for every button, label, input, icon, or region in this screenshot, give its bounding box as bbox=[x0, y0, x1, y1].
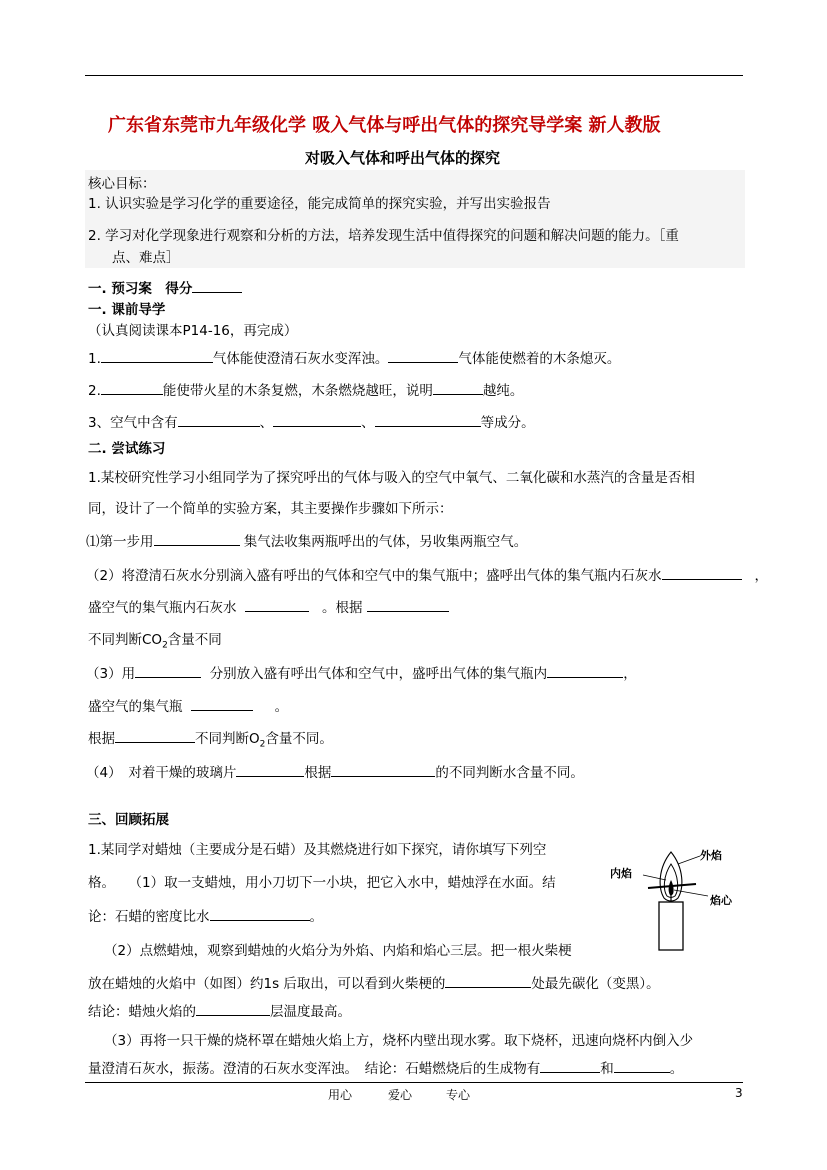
preview-heading-text: 一. 预习案 得分 bbox=[88, 281, 193, 297]
practice-step-3-cont bbox=[88, 695, 288, 715]
s3-text-3: 盛空气的集气瓶 bbox=[88, 699, 183, 715]
review-q2-line-2 bbox=[88, 972, 660, 992]
r2-text-3: 结论：蜡烛火焰的 bbox=[88, 1004, 196, 1020]
preview-q3 bbox=[88, 411, 535, 431]
s3-period: 。 bbox=[274, 699, 289, 715]
flame-core-shape bbox=[669, 880, 674, 895]
s3-text-5: 不同判断O bbox=[195, 731, 260, 747]
r1-blank[interactable] bbox=[210, 908, 310, 921]
inner-flame-pointer bbox=[643, 875, 666, 880]
practice-step-1 bbox=[86, 530, 527, 550]
r2-blank-1[interactable] bbox=[445, 975, 531, 988]
r3-text-1: 量澄清石灰水，振荡。澄清的石灰水变浑浊。 结论：石蜡燃烧后的生成物有 bbox=[88, 1061, 541, 1077]
practice-step-3-end bbox=[88, 727, 333, 750]
practice-step-2 bbox=[86, 564, 768, 584]
q1-blank-1[interactable] bbox=[101, 350, 213, 363]
top-rule bbox=[85, 75, 743, 76]
flame-core-label: 焰心 bbox=[710, 894, 732, 907]
s3-text-1: （3）用 bbox=[86, 666, 136, 682]
page-title: 广东省东莞市九年级化学 吸入气体与呼出气体的探究导学案 新人教版 bbox=[108, 115, 661, 136]
q3-blank-2[interactable] bbox=[273, 414, 361, 427]
r3-blank-2[interactable] bbox=[614, 1060, 670, 1073]
footer-motto-3: 专心 bbox=[446, 1088, 471, 1102]
s4-blank-2[interactable] bbox=[331, 764, 435, 777]
preview-heading bbox=[88, 277, 242, 297]
r1-period: 。 bbox=[309, 909, 323, 925]
preview-q1 bbox=[88, 347, 620, 367]
review-q1-line-1: 1.某同学对蜡烛（主要成分是石蜡）及其燃烧进行如下探究，请你填写下列空 bbox=[88, 842, 547, 858]
section-subtitle: 对吸入气体和呼出气体的探究 bbox=[305, 149, 501, 167]
s2-text-4: 不同判断CO bbox=[88, 632, 163, 648]
r2-text-4: 层温度最高。 bbox=[270, 1004, 351, 1020]
outer-flame-pointer bbox=[678, 856, 700, 864]
r1-text: 论：石蜡的密度比水 bbox=[88, 909, 210, 925]
q3-sep-2: 、 bbox=[361, 415, 375, 431]
practice-step-2-cont bbox=[88, 596, 449, 616]
review-q3-line-2 bbox=[88, 1057, 683, 1077]
s2-comma: ， bbox=[754, 568, 768, 584]
q1-text-2: 气体能使燃着的木条熄灭。 bbox=[458, 351, 621, 367]
practice-intro-2: 同，设计了一个简单的实验方案，其主要操作步骤如下所示： bbox=[88, 501, 453, 517]
q3-sep-1: 、 bbox=[259, 415, 274, 431]
r3-blank-1[interactable] bbox=[540, 1060, 600, 1073]
r2-text-2: 处最先碳化（变黑）。 bbox=[531, 976, 660, 992]
q2-text-2: 越纯。 bbox=[482, 383, 524, 399]
s3-blank-3[interactable] bbox=[191, 698, 253, 711]
s1-text-2: 集气法收集两瓶呼出的气体，另收集两瓶空气。 bbox=[243, 534, 528, 550]
goal-item-2-cont: 点、难点］ bbox=[112, 250, 180, 266]
preview-q2 bbox=[88, 379, 523, 399]
goal-item-1: 1. 认识实验是学习化学的重要途径，能完成简单的探究实验，并写出实验报告 bbox=[88, 196, 551, 212]
s2-blank-1[interactable] bbox=[662, 567, 742, 580]
s3-comma: ， bbox=[623, 666, 637, 682]
q2-text-1: 能使带火星的木条复燃，木条燃烧越旺，说明 bbox=[162, 383, 433, 399]
s4-text-3: 的不同判断水含量不同。 bbox=[435, 765, 584, 781]
practice-step-2-end bbox=[88, 628, 222, 651]
s2-blank-2[interactable] bbox=[245, 599, 309, 612]
s3-blank-2[interactable] bbox=[547, 665, 623, 678]
s2-text-5: 含量不同 bbox=[167, 632, 222, 648]
o2-subscript: 2 bbox=[259, 739, 266, 750]
r2-blank-2[interactable] bbox=[196, 1003, 270, 1016]
page-number: 3 bbox=[735, 1086, 743, 1100]
s3-blank-1[interactable] bbox=[135, 665, 201, 678]
outer-flame-label: 外焰 bbox=[700, 849, 722, 862]
s3-text-4: 根据 bbox=[88, 731, 115, 747]
q3-blank-3[interactable] bbox=[375, 414, 481, 427]
s4-blank-1[interactable] bbox=[236, 764, 304, 777]
s3-text-2: 分别放入盛有呼出气体和空气中，盛呼出气体的集气瓶内 bbox=[209, 666, 548, 682]
q1-text-1: 气体能使澄清石灰水变浑浊。 bbox=[212, 351, 389, 367]
footer-rule bbox=[85, 1082, 743, 1083]
review-q2-line-3 bbox=[88, 1000, 351, 1020]
s4-text-2: 根据 bbox=[304, 765, 332, 781]
r3-text-2: 和 bbox=[600, 1061, 614, 1077]
inner-flame-label: 内焰 bbox=[610, 867, 632, 880]
s2-text-1: （2）将澄清石灰水分别滴入盛有呼出的气体和空气中的集气瓶中；盛呼出气体的集气瓶内石灰水 bbox=[86, 568, 662, 584]
practice-heading: 二. 尝试练习 bbox=[88, 441, 166, 457]
goals-heading: 核心目标： bbox=[88, 176, 156, 192]
s2-text-3: 。根据 bbox=[321, 600, 363, 616]
review-q2-line-1: （2）点燃蜡烛，观察到蜡烛的火焰分为外焰、内焰和焰心三层。把一根火柴梗 bbox=[104, 943, 572, 959]
s1-blank[interactable] bbox=[154, 533, 240, 546]
s4-text-1: （4） 对着干燥的玻璃片 bbox=[86, 765, 237, 781]
review-q3-line-1: （3）再将一只干燥的烧杯罩在蜡烛火焰上方，烧杯内壁出现水雾。取下烧杯，迅速向烧杯内倒入少 bbox=[104, 1033, 694, 1049]
review-heading: 三、回顾拓展 bbox=[88, 812, 169, 828]
r2-text-1: 放在蜡烛的火焰中（如图）约1s 后取出，可以看到火柴梗的 bbox=[88, 976, 446, 992]
goal-item-2: 2. 学习对化学现象进行观察和分析的方法，培养发现生活中值得探究的问题和解决问题的能力。［重 bbox=[88, 228, 679, 244]
r3-period: 。 bbox=[669, 1061, 684, 1077]
s3-blank-4[interactable] bbox=[115, 730, 195, 743]
q2-number: 2. bbox=[88, 383, 101, 399]
footer-motto-2: 爱心 bbox=[388, 1088, 413, 1102]
preview-note: （认真阅读课本P14-16，再完成） bbox=[88, 323, 298, 339]
score-blank[interactable] bbox=[192, 280, 242, 293]
review-q1-line-2: 格。 （1）取一支蜡烛，用小刀切下一小块，把它入水中，蜡烛浮在水面。结 bbox=[88, 875, 556, 891]
practice-step-3 bbox=[86, 662, 637, 682]
q2-blank-1[interactable] bbox=[101, 382, 163, 395]
preview-subheading: 一. 课前导学 bbox=[88, 302, 166, 318]
q3-text-1: 3、空气中含有 bbox=[88, 415, 178, 431]
candle-body bbox=[659, 902, 683, 950]
footer-motto-1: 用心 bbox=[328, 1088, 353, 1102]
practice-step-4 bbox=[86, 761, 584, 781]
s3-text-6: 含量不同。 bbox=[265, 731, 333, 747]
q2-blank-2[interactable] bbox=[433, 382, 483, 395]
q3-blank-1[interactable] bbox=[178, 414, 260, 427]
co2-subscript: 2 bbox=[162, 640, 168, 651]
q3-text-2: 等成分。 bbox=[480, 415, 535, 431]
review-q1-line-3 bbox=[88, 905, 323, 925]
q1-blank-2[interactable] bbox=[388, 350, 458, 363]
s2-text-2: 盛空气的集气瓶内石灰水 bbox=[88, 600, 237, 616]
goals-box bbox=[85, 170, 745, 268]
practice-intro-1: 1.某校研究性学习小组同学为了探究呼出的气体与吸入的空气中氧气、二氧化碳和水蒸汽的含量是否相 bbox=[88, 470, 695, 486]
q1-number: 1. bbox=[88, 351, 101, 367]
s2-blank-3[interactable] bbox=[367, 599, 449, 612]
candle-figure bbox=[608, 838, 743, 953]
s1-text-1: ⑴第一步用 bbox=[86, 534, 154, 550]
